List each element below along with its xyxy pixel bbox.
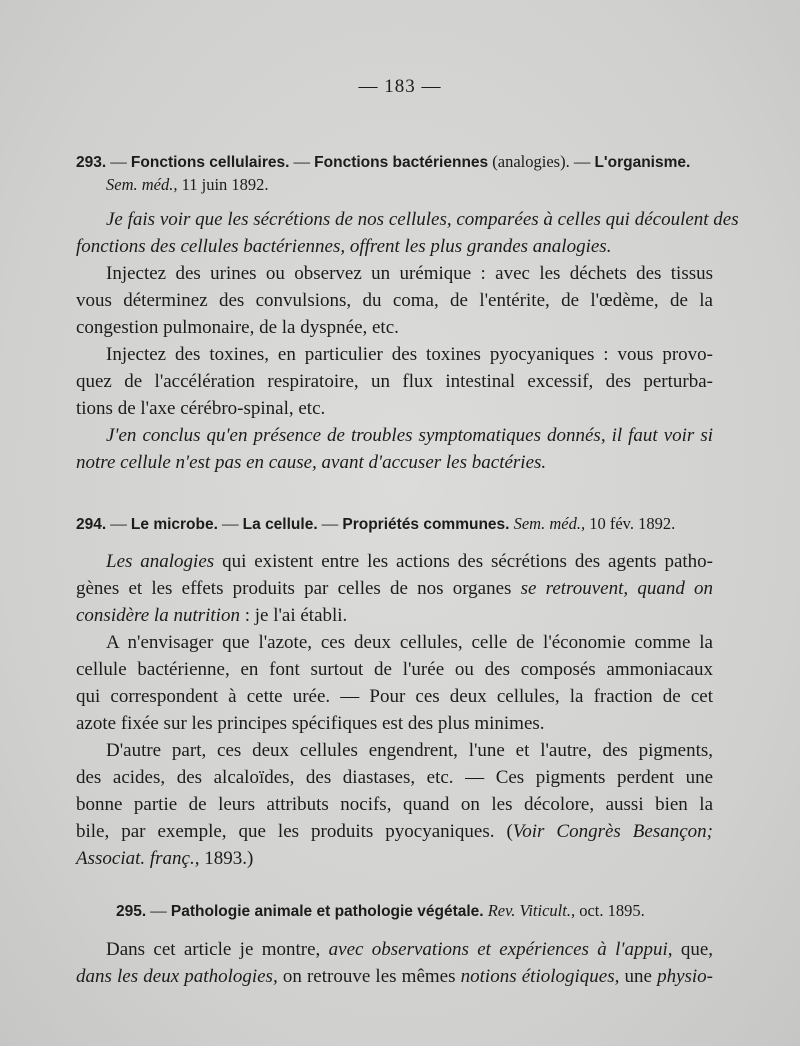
text-span: une bbox=[624, 966, 652, 987]
citation-source: Sem. méd., bbox=[106, 175, 178, 194]
text-line: des acides, des alcaloïdes, des diastases, etc. — Ces pigments perdent une bbox=[76, 767, 713, 788]
section-294-body bbox=[76, 548, 713, 872]
citation-date: oct. 1895. bbox=[579, 901, 645, 920]
italic-phrase: considère la nutrition bbox=[76, 605, 240, 626]
entry-number: 295. bbox=[116, 903, 147, 920]
italic-phrase: Voir Congrès Besançon; bbox=[512, 821, 713, 842]
text-line: fonctions des cellules bactériennes, offrent les plus grandes analogies. bbox=[76, 236, 612, 257]
text-line: Je fais voir que les sécrétions de nos cellules, comparées à celles qui découlent des bbox=[106, 209, 739, 230]
heading-part: Propriétés communes. bbox=[342, 516, 510, 533]
heading-part: Le microbe. bbox=[130, 516, 218, 533]
text-line: qui correspondent à cette urée. — Pour ces deux cellules, la fraction de cet bbox=[76, 686, 713, 707]
text-span: : je l'ai établi. bbox=[244, 605, 348, 626]
section-295 bbox=[116, 899, 713, 922]
page-number: — 183 — bbox=[358, 76, 442, 97]
citation-source: Sem. méd., bbox=[513, 514, 586, 533]
text-span: 1893.) bbox=[204, 848, 254, 869]
text-line: congestion pulmonaire, de la dyspnée, etc. bbox=[76, 317, 399, 338]
heading-part: Fonctions bactériennes bbox=[314, 154, 489, 171]
text-line bbox=[76, 818, 713, 845]
text-line: tions de l'axe cérébro-spinal, etc. bbox=[76, 398, 326, 419]
italic-phrase: physio- bbox=[657, 966, 714, 987]
text-line bbox=[76, 936, 713, 963]
heading-part: Fonctions cellulaires. bbox=[130, 154, 290, 171]
section-293-heading bbox=[76, 150, 713, 173]
dash: — bbox=[110, 152, 127, 171]
text-span: Dans cet article je montre, bbox=[106, 939, 321, 960]
dash: — bbox=[321, 514, 339, 533]
entry-number: 293. bbox=[76, 154, 107, 171]
italic-phrase: Associat. franç., bbox=[76, 848, 200, 869]
section-295-heading bbox=[116, 899, 713, 922]
text-line: azote fixée sur les principes spécifiques est des plus minimes. bbox=[76, 713, 545, 734]
text-line: vous déterminez des convulsions, du coma, de l'entérite, de l'œdème, de la bbox=[76, 290, 713, 311]
text-line: cellule bactérienne, en font surtout de l'urée ou des composés ammoniacaux bbox=[76, 659, 713, 680]
section-293 bbox=[76, 150, 713, 196]
heading-part: Pathologie animale et pathologie végétale. bbox=[170, 903, 484, 920]
heading-part: L'organisme. bbox=[594, 154, 691, 171]
text-line bbox=[76, 548, 713, 575]
italic-phrase: notions étiologiques, bbox=[460, 966, 620, 987]
dash: — bbox=[293, 152, 311, 171]
text-line bbox=[76, 575, 713, 602]
dash: — bbox=[222, 514, 239, 533]
section-293-body bbox=[76, 206, 739, 476]
text-line bbox=[76, 845, 713, 872]
citation-date: 10 fév. 1892. bbox=[589, 514, 676, 533]
dash: — bbox=[573, 152, 591, 171]
text-line bbox=[76, 602, 713, 629]
text-line: Injectez des urines ou observez un urémique : avec les déchets des tissus bbox=[106, 263, 713, 284]
section-294-heading bbox=[76, 512, 713, 535]
text-span: gènes et les effets produits par celles de nos organes bbox=[76, 578, 512, 599]
heading-paren: (analogies). bbox=[492, 152, 570, 171]
text-line: A n'envisager que l'azote, ces deux cellules, celle de l'économie comme la bbox=[106, 632, 713, 653]
text-line: Injectez des toxines, en particulier des toxines pyocyaniques : vous provo- bbox=[106, 344, 713, 365]
dash: — bbox=[150, 901, 167, 920]
text-line bbox=[76, 963, 713, 990]
citation-line bbox=[76, 173, 713, 196]
entry-number: 294. bbox=[76, 516, 107, 533]
italic-phrase: dans les deux pathologies, bbox=[76, 966, 278, 987]
italic-phrase: Les analogies bbox=[106, 551, 215, 572]
section-294 bbox=[76, 512, 713, 535]
text-line: notre cellule n'est pas en cause, avant d'accuser les bactéries. bbox=[76, 452, 547, 473]
text-span: on retrouve les mêmes bbox=[282, 966, 456, 987]
italic-phrase: se retrouvent, quand on bbox=[520, 578, 714, 599]
citation-source: Rev. Viticult., bbox=[487, 901, 576, 920]
heading-part: La cellule. bbox=[242, 516, 318, 533]
text-line: bonne partie de leurs attributs nocifs, quand on les décolore, aussi bien la bbox=[76, 794, 713, 815]
text-line: quez de l'accélération respiratoire, un flux intestinal excessif, des perturba- bbox=[76, 371, 713, 392]
dash: — bbox=[110, 514, 127, 533]
text-span: que, bbox=[680, 939, 714, 960]
text-span: bile, par exemple, que les produits pyocyaniques. ( bbox=[76, 821, 513, 842]
text-span: qui existent entre les actions des sécrétions des agents patho- bbox=[222, 551, 714, 572]
text-line: D'autre part, ces deux cellules engendrent, l'une et l'autre, des pigments, bbox=[106, 740, 713, 761]
citation-date: 11 juin 1892. bbox=[181, 175, 269, 194]
italic-phrase: avec observations et expériences à l'appui, bbox=[328, 939, 673, 960]
text-line: J'en conclus qu'en présence de troubles symptomatiques donnés, il faut voir si bbox=[106, 425, 713, 446]
section-295-body bbox=[76, 936, 713, 990]
